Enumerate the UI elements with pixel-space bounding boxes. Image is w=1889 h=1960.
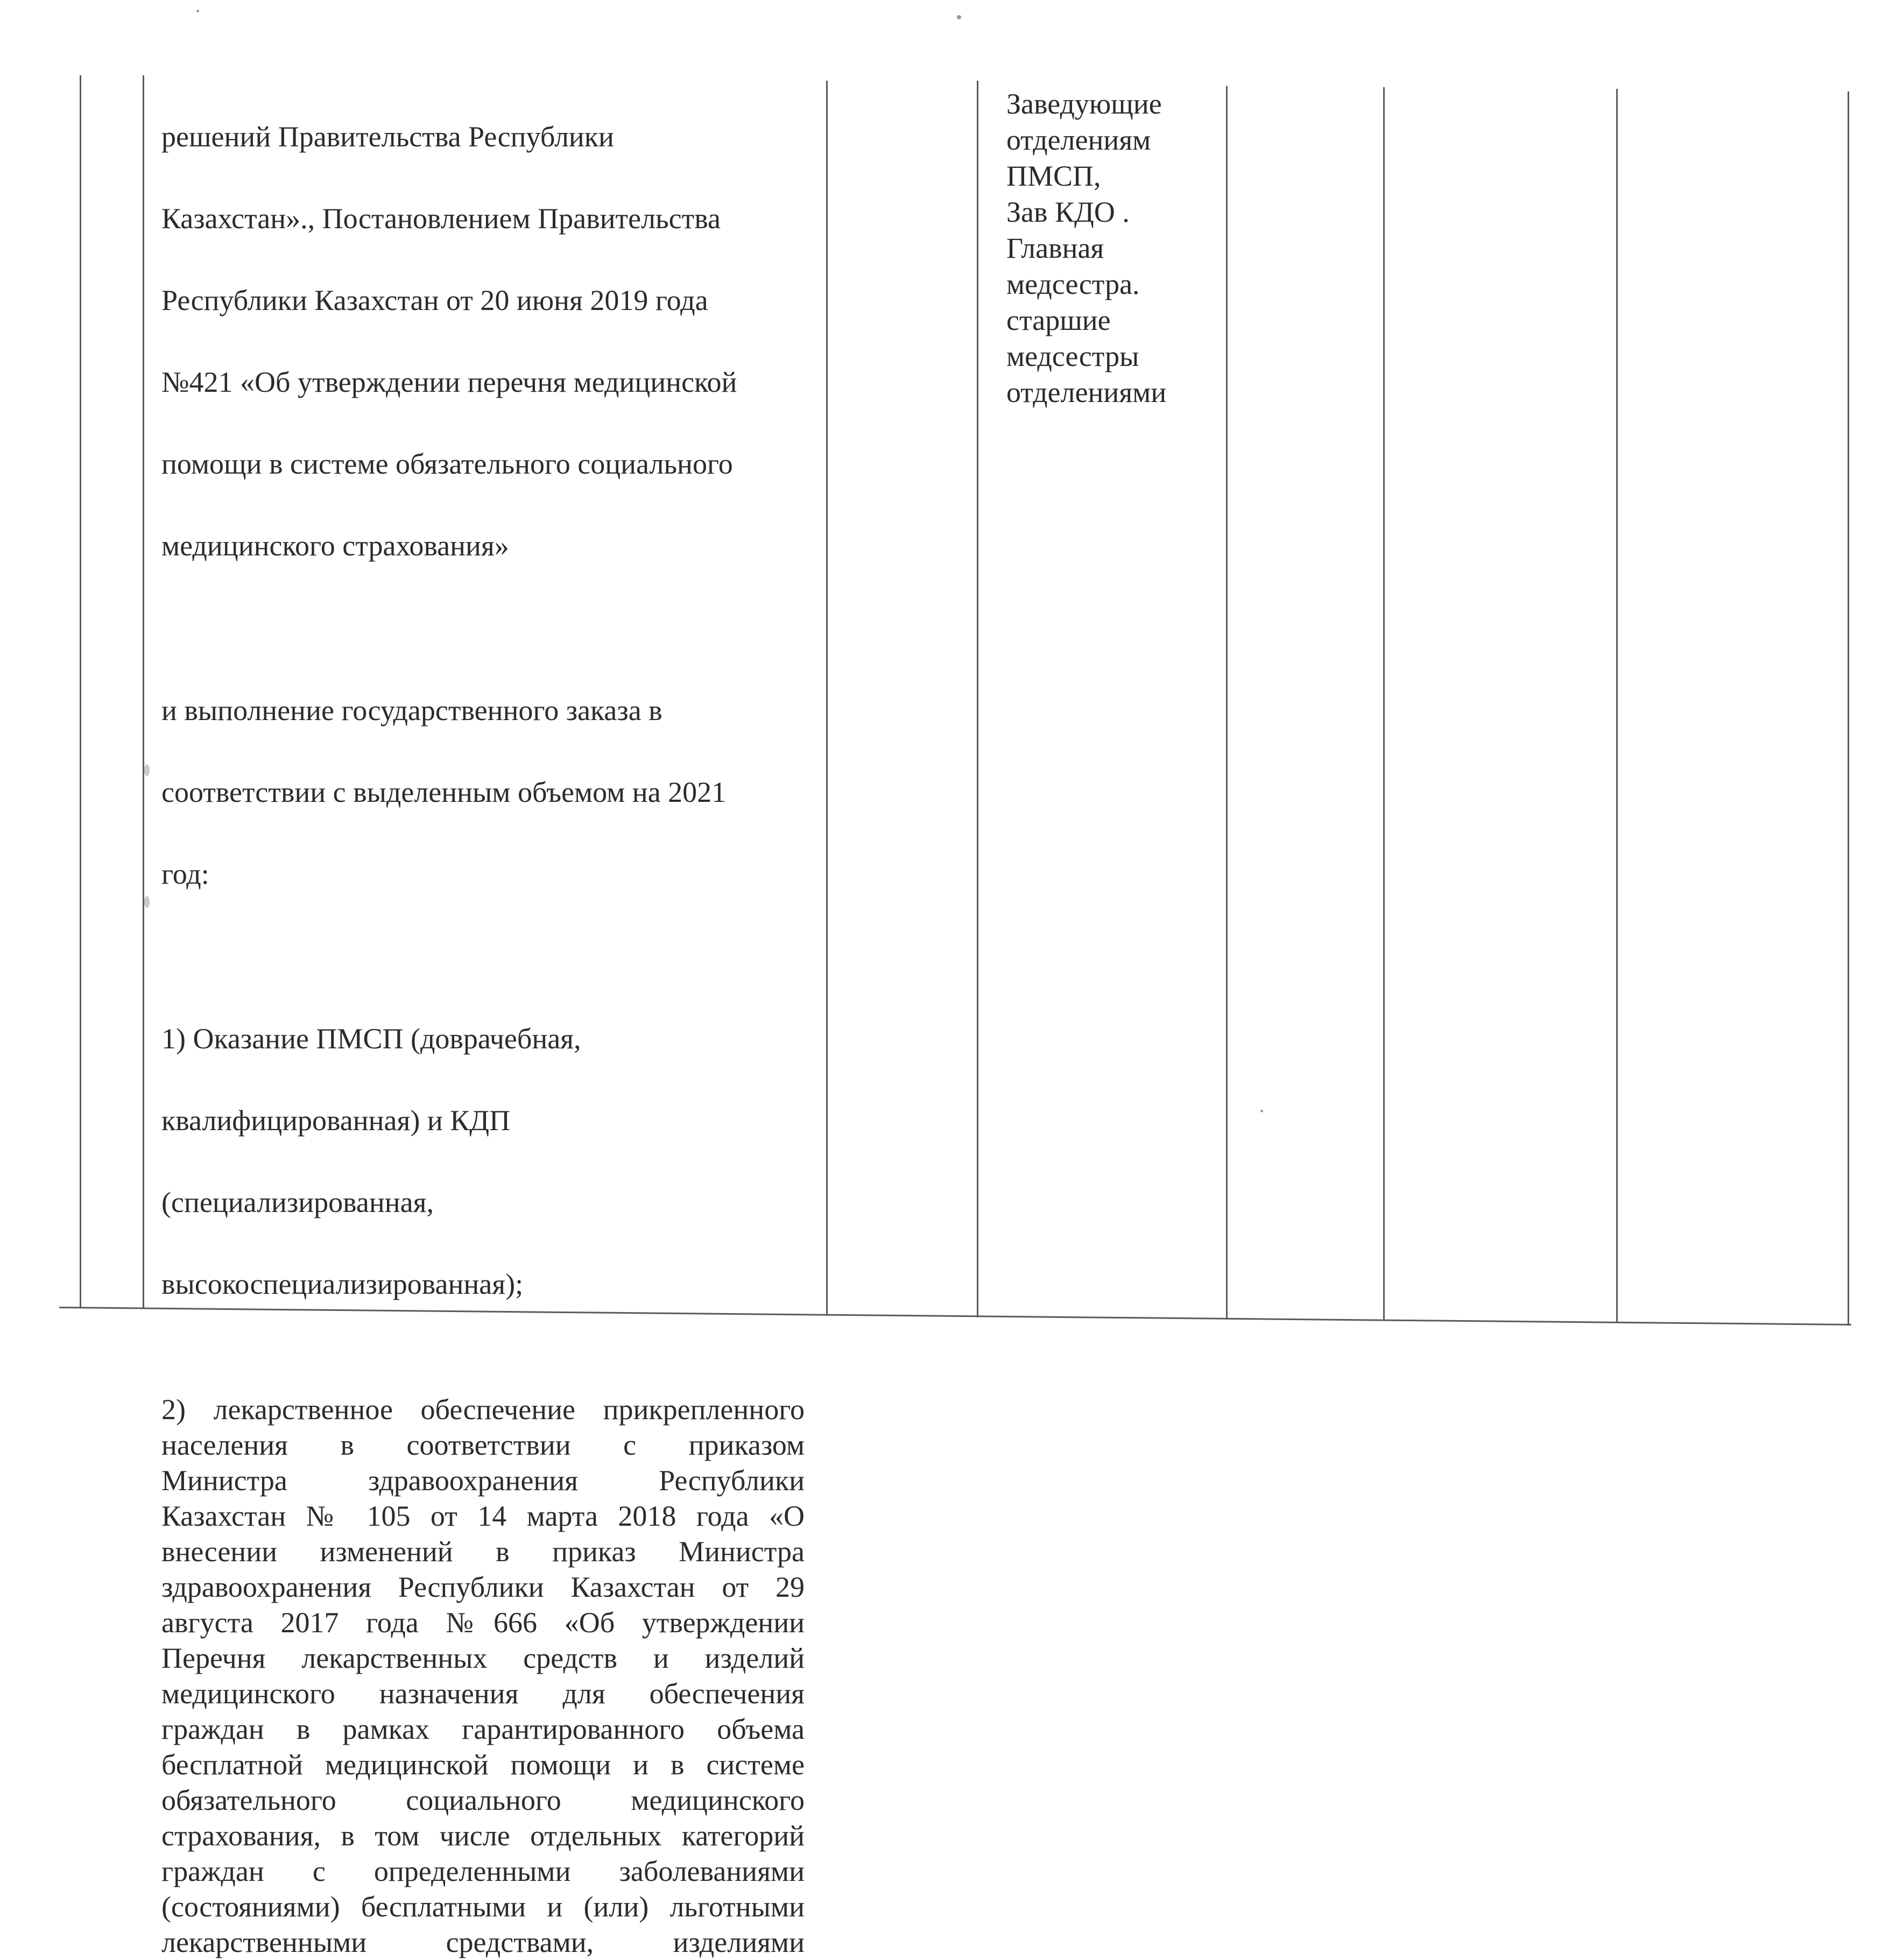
text-line: соответствии с выделенным объемом на 2021 [161, 776, 727, 808]
text-line: Республики Казахстан от 20 июня 2019 года [161, 284, 708, 316]
table-border-right [1848, 91, 1849, 1325]
text-line: лекарственными средствами, изделиями [161, 1926, 805, 1958]
text-line: населения в соответствии с приказом [161, 1429, 805, 1461]
paragraph-item-1 [161, 977, 805, 1345]
column-divider-5 [1383, 87, 1385, 1321]
text-line: помощи в системе обязательного социального [161, 448, 733, 480]
paragraph-item-2 [161, 1392, 805, 1960]
text-line: обязательного социального медицинского [161, 1784, 805, 1816]
scan-speck [196, 10, 199, 12]
text-line: год: [161, 858, 209, 890]
text-line: решений Правительства Республики [161, 121, 614, 153]
paragraph-government-decree [161, 75, 805, 607]
text-line: Казахстан»., Постановлением Правительства [161, 202, 721, 235]
text-line: квалифицированная) и КДП [161, 1104, 511, 1137]
column-divider-3 [977, 81, 978, 1317]
text-line: граждан в рамках гарантированного объема [161, 1713, 805, 1745]
scan-speck [144, 764, 150, 776]
column-divider-6 [1616, 89, 1618, 1322]
column-divider-1 [143, 75, 144, 1308]
text-line: страхования, в том числе отдельных категорий [161, 1820, 805, 1852]
text-line: №421 «Об утверждении перечня медицинской [161, 366, 737, 398]
text-line: (состояниями) бесплатными и (или) льготными [161, 1891, 805, 1923]
text-line: бесплатной медицинской помощи и в системе [161, 1749, 805, 1781]
text-line: 1) Оказание ПМСП (доврачебная, [161, 1023, 581, 1055]
text-line: Казахстан № 105 от 14 марта 2018 года «О [161, 1500, 805, 1532]
text-line: Министра здравоохранения Республики [161, 1464, 805, 1497]
column-divider-2 [826, 81, 828, 1316]
text-line: граждан с определенными заболеваниями [161, 1855, 805, 1887]
responsible-persons-cell: Заведующие отделениям ПМСП, Зав КДО . Главная медсестра. старшие медсестры отделениями [1006, 88, 1167, 408]
text-line: (специализированная, [161, 1186, 434, 1218]
text-line: и выполнение государственного заказа в [161, 694, 662, 727]
text-line: здравоохранения Республики Казахстан от 29 [161, 1571, 805, 1603]
text-line: внесении изменений в приказ Министра [161, 1535, 805, 1568]
text-line: августа 2017 года №666 «Об утверждении [161, 1606, 805, 1639]
text-line: медицинского страхования» [161, 530, 509, 562]
regulation-text-block [161, 75, 805, 1960]
text-line: высокоспециализированная); [161, 1268, 524, 1300]
column-divider-4 [1226, 86, 1228, 1320]
scan-speck [144, 896, 150, 908]
table-border-left [80, 75, 81, 1308]
scan-speck [957, 15, 961, 19]
text-line: медицинского назначения для обеспечения [161, 1677, 805, 1710]
scan-speck [1260, 1110, 1263, 1112]
text-line: Перечня лекарственных средств и изделий [161, 1642, 805, 1674]
text-line: 2) лекарственное обеспечение прикрепленного [161, 1393, 805, 1426]
paragraph-state-order [161, 649, 805, 935]
